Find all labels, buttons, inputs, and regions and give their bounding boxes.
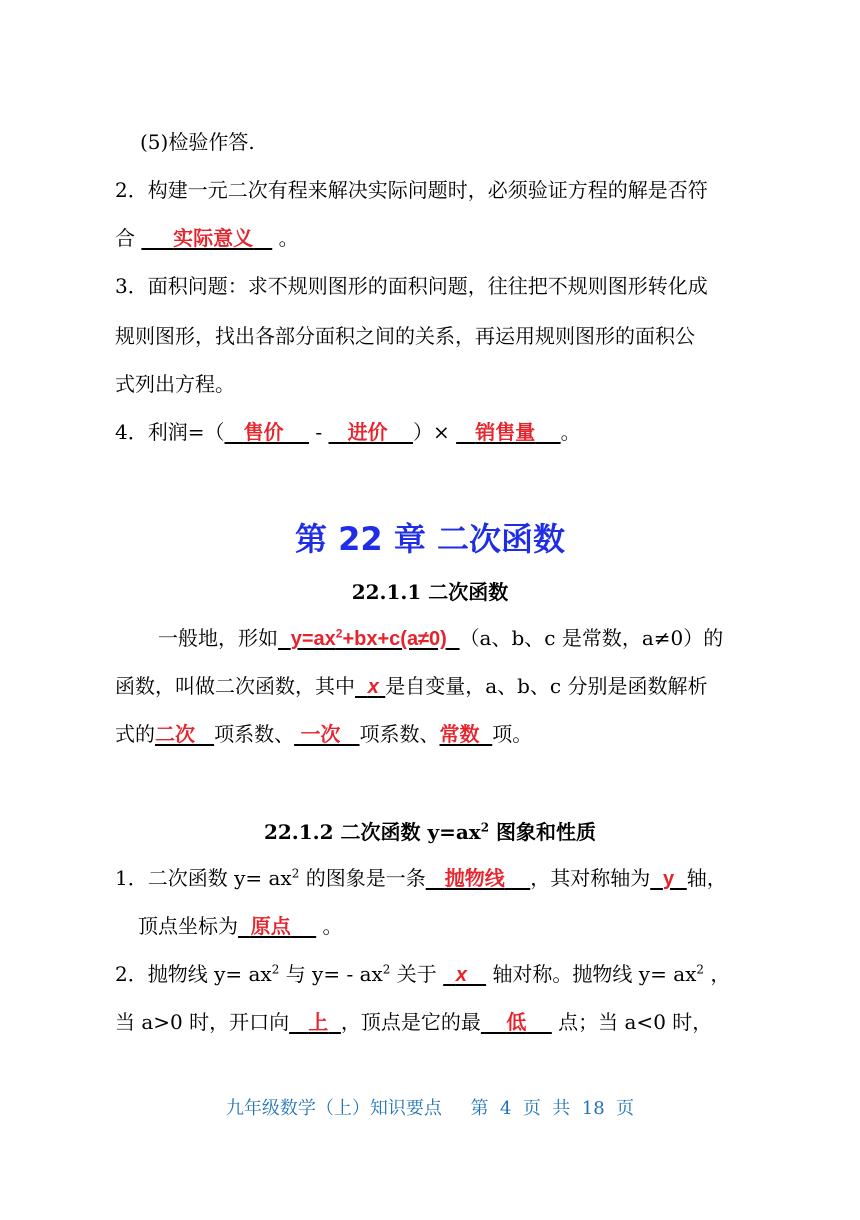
definition-suffix: （a、b、c 是常数，a≠0）的 bbox=[459, 626, 724, 650]
answer-blank-vertex: 原点 bbox=[250, 916, 291, 938]
section-heading-22-1-2: 22.1.2 二次函数 $y=ax^2$ 图象和性质 bbox=[263, 820, 597, 844]
property-2-line-2: 当 a>0 时，开口向 上 ，顶点是它的最 低 点；当 a<0 时， bbox=[115, 1010, 713, 1034]
item-2-end: 。 bbox=[278, 226, 299, 250]
item-3-line-2: 规则图形，找出各部分面积之间的关系，再运用规则图形的面积公 bbox=[115, 324, 695, 348]
item-4-profit bbox=[115, 418, 581, 447]
item-3-line-3: 式列出方程。 bbox=[115, 372, 235, 396]
answer-blank-cost: 进价 bbox=[347, 422, 388, 444]
answer-blank-price: 售价 bbox=[243, 422, 284, 444]
answer-blank-lowest: 低 bbox=[506, 1012, 527, 1034]
definition-line-3-suffix: 项。 bbox=[492, 722, 533, 746]
definition-line-2-prefix: 函数，叫做二次函数，其中 bbox=[115, 674, 355, 698]
answer-blank-quadratic: 二次 bbox=[155, 724, 195, 746]
definition-line-1 bbox=[158, 624, 723, 653]
item-2-prefix: 合 bbox=[115, 226, 135, 250]
item-3-line-1: 3．面积问题：求不规则图形的面积问题，往往把不规则图形转化成 bbox=[115, 274, 708, 298]
answer-blank-linear: 一次 bbox=[300, 724, 341, 746]
item-2-line-1: 2．构建一元二次有程来解决实际问题时，必须验证方程的解是否符 bbox=[115, 178, 708, 202]
coef-label-2: 项系数、 bbox=[359, 722, 440, 746]
definition-line-2 bbox=[115, 672, 708, 701]
answer-blank-variable: x bbox=[367, 676, 379, 698]
answer-blank-parabola: 抛物线 bbox=[444, 868, 505, 890]
section-heading-22-1-1: 22.1.1 二次函数 bbox=[351, 580, 509, 604]
answer-blank-sales-volume: 销售量 bbox=[475, 422, 536, 444]
answer-blank-axis: y bbox=[662, 868, 675, 890]
chapter-title: 第 22 章 二次函数 bbox=[295, 520, 565, 558]
page-footer: 九年级数学（上）知识要点 第 4 页 共 18 页 bbox=[225, 1098, 635, 1119]
definition-line-3 bbox=[115, 720, 532, 749]
property-1-line-2: 顶点坐标为 原点 。 bbox=[138, 914, 343, 938]
answer-blank-practical-meaning: 实际意义 bbox=[173, 228, 254, 250]
definition-line-2-suffix: 是自变量，a、b、c 分别是函数解析 bbox=[385, 674, 708, 698]
property-1-line-1: 1．二次函数 $y= ax^2$ 的图象是一条 抛物线 ，其对称轴为 y 轴， bbox=[115, 866, 727, 890]
minus-sign: - bbox=[315, 420, 323, 444]
coef-label-1: 项系数、 bbox=[214, 722, 295, 746]
property-2-line-1: 2．抛物线 $y= ax^2$ 与 $y= - ax^2$ 关于 x 轴对称。抛物线 $y= ax^2$ ， bbox=[115, 962, 731, 986]
answer-blank-general-form: $y=ax^2+bx+c(a\ne 0)$ bbox=[290, 626, 447, 650]
profit-end: 。 bbox=[560, 420, 581, 444]
definition-line-3-prefix: 式的 bbox=[115, 722, 155, 746]
item-2-line-2 bbox=[115, 224, 299, 253]
answer-blank-opens: 上 bbox=[308, 1012, 329, 1034]
step-5-text: (5)检验作答. bbox=[140, 130, 255, 154]
answer-blank-constant: 常数 bbox=[439, 724, 480, 746]
answer-blank-symmetry-axis: x bbox=[455, 964, 467, 986]
definition-prefix: 一般地，形如 bbox=[158, 626, 278, 650]
times-sign: ）× bbox=[413, 420, 450, 444]
profit-prefix: 4．利润=（ bbox=[115, 420, 225, 444]
